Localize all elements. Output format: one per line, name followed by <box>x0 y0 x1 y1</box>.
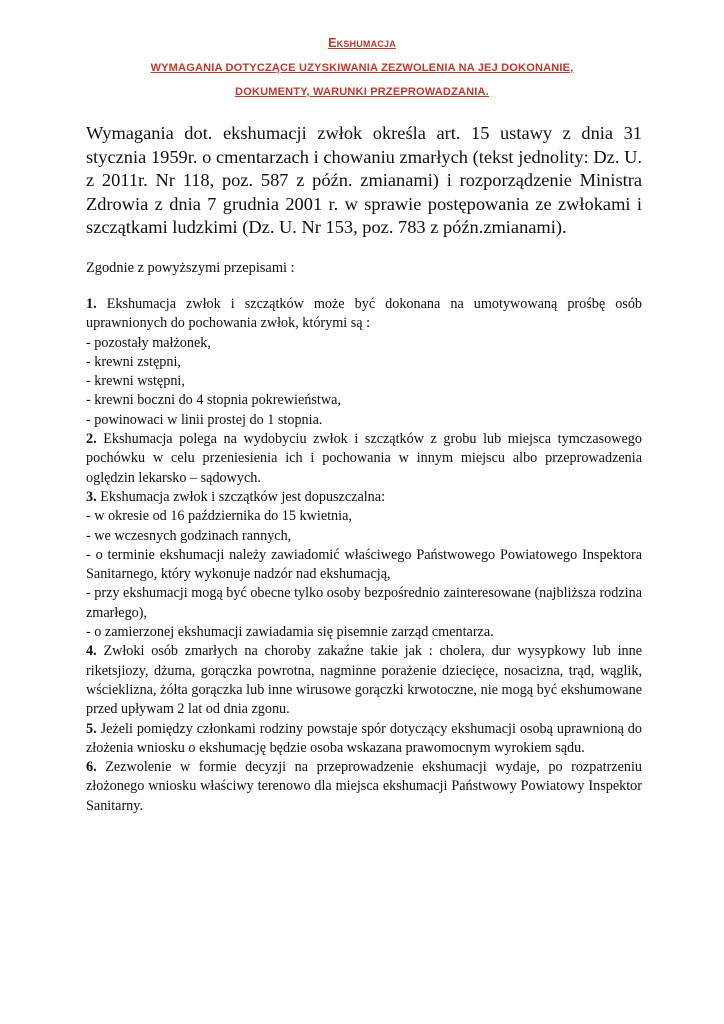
sub-item: - powinowaci w linii prostej do 1 stopnia. <box>86 411 323 428</box>
list-item-4 <box>86 642 642 719</box>
sub-item: - krewni zstępni, <box>86 353 181 370</box>
item-text: Ekshumacja polega na wydobyciu zwłok i szczątków z grobu lub miejsca tymczasowego pochówku w celu przeniesienia ich i pochowania w innym miejscu albo przeprowadzenia oględzin lekarsko – sądowych. <box>86 431 642 486</box>
item-number: 5. <box>86 720 97 737</box>
item-number: 2. <box>86 431 97 448</box>
item-text: Ekshumacja zwłok i szczątków jest dopuszczalna: <box>100 488 386 505</box>
sub-item: - we wczesnych godzinach rannych, <box>86 527 292 544</box>
list-item-1 <box>86 295 642 334</box>
list-item-2 <box>86 430 642 488</box>
sub-item: - krewni wstępni, <box>86 373 185 390</box>
sub-item: - o zamierzonej ekshumacji zawiadamia się pisemnie zarząd cmentarza. <box>86 624 494 641</box>
item-number: 1. <box>86 296 97 312</box>
document-subtitle-line-2: DOKUMENTY, WARUNKI PRZEPROWADZANIA. <box>235 86 489 98</box>
item-text: Ekshumacja zwłok i szczątków może być dokonana na umotywowaną prośbę osób uprawnionych do pochowania zwłok, którymi są : <box>86 296 643 332</box>
document-subtitle-line-1: WYMAGANIA DOTYCZĄCE UZYSKIWANIA ZEZWOLENIA NA JEJ DOKONANIE, <box>150 62 574 74</box>
item-text: Zwłoki osób zmarłych na choroby zakaźne takie jak : cholera, dur wysypkowy lub inne riketsjiozy, dżuma, gorączka powrotna, nagminne porażenie dziecięce, nosacizna, trąd, wąglik, wścieklizna, żółta gorączka lub inne wirusowe gorączki krwotoczne, nie mogą być ekshumowane przed upływam 2 lat od dnia zgonu. <box>86 643 642 718</box>
item-number: 6. <box>86 759 97 776</box>
document-title: Ekshumacja <box>328 36 396 50</box>
sub-item: - przy ekshumacji mogą być obecne tylko osoby bezpośrednio zainteresowane (najbliższa rodzina zmarłego), <box>86 585 642 621</box>
lead-text: Zgodnie z powyższymi przepisami : <box>86 260 295 276</box>
list-item-6 <box>86 758 642 816</box>
requirements-list <box>86 295 642 816</box>
sub-item: - w okresie od 16 października do 15 kwietnia, <box>86 508 352 525</box>
item-text: Jeżeli pomiędzy członkami rodziny powstaje spór dotyczący ekshumacji osobą uprawnioną do złożenia wniosku o ekshumację będzie osoba wskazana prawomocnym wyrokiem sądu. <box>86 720 642 756</box>
intro-paragraph: Wymagania dot. ekshumacji zwłok określa art. 15 ustawy z dnia 31 stycznia 1959r. o cmentarzach i chowaniu zmarłych (tekst jednolity: Dz. U. z 2011r. Nr 118, poz. 587 z późn. zmianami) i rozporządzenie Ministra Zdrowia z dnia 7 grudnia 2001 r. w sprawie postępowania ze zwłokami i szczątkami ludzkimi (Dz. U. Nr 153, poz. 783 z późn.zmianami). <box>86 123 642 237</box>
item-number: 3. <box>86 488 97 505</box>
item-text: Zezwolenie w formie decyzji na przeprowadzenie ekshumacji wydaje, po rozpatrzeniu złożonego wniosku właściwy terenowo dla miejsca ekshumacji Państwowy Powiatowy Inspektor Sanitarny. <box>86 759 643 814</box>
sub-item: - pozostały małżonek, <box>86 334 211 351</box>
item-number: 4. <box>86 643 97 660</box>
list-item-3 <box>86 488 642 507</box>
sub-item: - o terminie ekshumacji należy zawiadomić właściwego Państwowego Powiatowego Inspektora Sanitarnego, który wykonuje nadzór nad ekshumacją, <box>86 546 642 583</box>
list-item-5 <box>86 720 642 759</box>
sub-item: - krewni boczni do 4 stopnia pokrewieństwa, <box>86 392 341 409</box>
